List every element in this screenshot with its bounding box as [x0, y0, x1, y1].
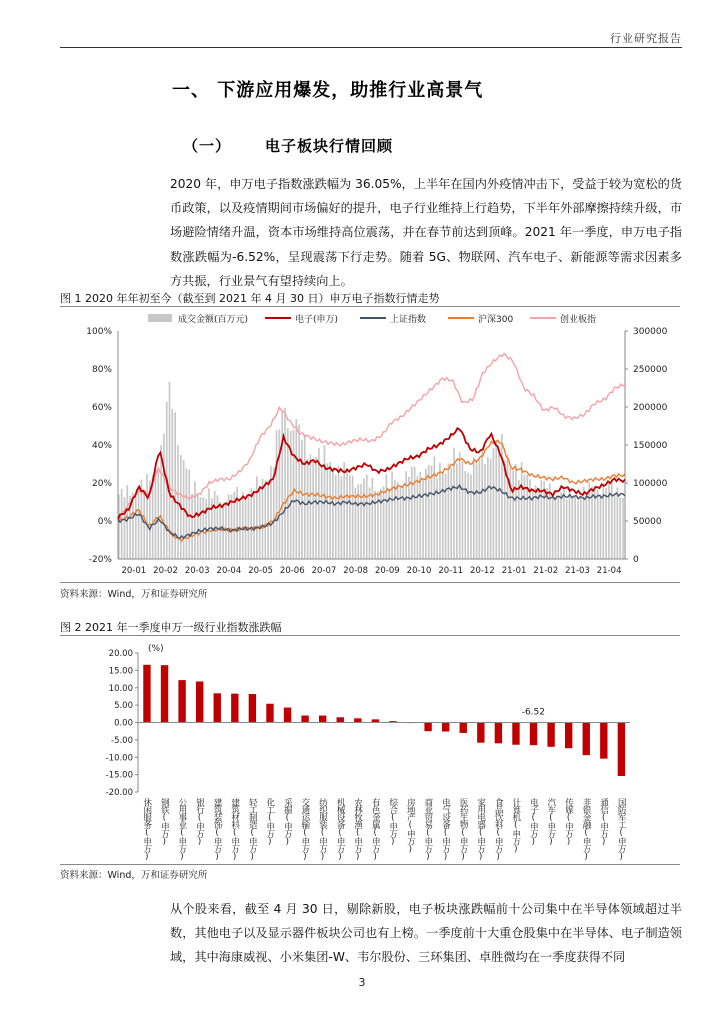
category-label: 房地产(申万): [405, 798, 416, 854]
volume-bar: [138, 491, 140, 559]
volume-bar: [259, 489, 261, 559]
volume-bar: [546, 488, 548, 559]
bar-annotation: -6.52: [521, 707, 546, 718]
volume-bar: [135, 495, 137, 559]
volume-bar: [219, 502, 221, 559]
volume-bar: [459, 452, 461, 559]
legend-swatch-volume: [148, 314, 172, 322]
figure1-title: 图 1 2020 年年初至今（截至到 2021 年 4 月 30 日）申万电子指数行情走势: [60, 292, 440, 305]
page-number: 3: [358, 976, 366, 989]
volume-bar: [498, 449, 500, 559]
volume-bar: [490, 459, 492, 559]
volume-bar: [197, 493, 199, 559]
volume-bar: [594, 490, 596, 559]
volume-bar: [307, 459, 309, 559]
volume-bar: [481, 450, 483, 559]
volume-bar: [495, 440, 497, 559]
y-tick-label: 20.00: [108, 649, 133, 659]
volume-bar: [425, 469, 427, 559]
stocks-paragraph: 从个股来看，截至 4 月 30 日，剔除新股，电子板块涨跌幅前十公司集中在半导体领域超过半数，其他电子以及显示器件板块公司也有上榜。一季度前十大重仓股集中在半导体、电子制造领域，其中海康威视、小米集团-W、韦尔股份、三环集团、卓胜微均在一季度获得不同: [170, 902, 682, 965]
volume-bar: [419, 472, 421, 559]
legend-label-hs300: 沪深300: [478, 315, 514, 325]
industry-bar: [231, 694, 238, 723]
volume-bar: [208, 488, 210, 559]
y-right-tick-label: 100000: [633, 479, 668, 489]
industry-bar: [547, 723, 554, 747]
industry-bar: [266, 704, 273, 723]
volume-bar: [155, 470, 157, 559]
volume-bar: [264, 481, 266, 559]
y-left-tick-label: 80%: [91, 365, 112, 375]
category-label: 建筑装饰(申万): [212, 798, 223, 861]
volume-bar: [605, 488, 607, 559]
industry-bar: [477, 723, 484, 743]
subsection-heading: [183, 135, 393, 156]
volume-bar: [617, 487, 619, 559]
volume-bar: [448, 464, 450, 559]
volume-bar: [157, 468, 159, 559]
volume-bar: [121, 489, 123, 559]
volume-bar: [284, 408, 286, 559]
volume-bar: [515, 464, 517, 559]
y-right-tick-label: 150000: [633, 441, 668, 451]
volume-bar: [242, 492, 244, 559]
figure2-source: 资料来源：Wind，万和证券研究所: [60, 870, 208, 881]
volume-bar: [225, 504, 227, 559]
category-label: 纺织服装(申万): [317, 798, 328, 861]
category-label: 综合(申万): [387, 798, 398, 846]
volume-bar: [456, 463, 458, 559]
category-label: 有色金属(申万): [370, 798, 381, 861]
y-tick-label: -5.00: [111, 735, 133, 746]
volume-bar: [369, 487, 371, 559]
volume-bar: [543, 481, 545, 559]
volume-bar: [507, 455, 509, 559]
y-tick-label: 0.00: [114, 718, 133, 729]
volume-bar: [397, 482, 399, 559]
volume-bar: [281, 411, 283, 559]
volume-bar: [352, 476, 354, 559]
volume-bar: [341, 476, 343, 559]
industry-bar: [530, 723, 537, 746]
industry-bar: [583, 723, 590, 756]
volume-bar: [464, 471, 466, 559]
figure2-top-rule: [60, 635, 680, 636]
volume-bar: [445, 473, 447, 559]
category-label: 电子(申万): [528, 798, 539, 846]
industry-bar: [565, 723, 572, 749]
y-left-tick-label: 40%: [91, 441, 112, 451]
x-tick-label: 20-09: [374, 566, 400, 576]
legend-label-electronics: 电子(申万): [295, 315, 339, 325]
volume-bar: [588, 482, 590, 559]
volume-bar: [366, 475, 368, 559]
volume-bar: [248, 494, 250, 559]
volume-bar: [214, 491, 216, 559]
volume-bar: [580, 498, 582, 559]
volume-bar: [124, 497, 126, 559]
industry-bar: [178, 680, 185, 722]
x-tick-label: 20-03: [184, 566, 210, 576]
category-label: 休闲服务(申万): [141, 798, 152, 861]
volume-bar: [231, 495, 233, 559]
volume-bar: [326, 463, 328, 559]
industry-bar: [301, 716, 308, 723]
volume-bar: [400, 486, 402, 559]
volume-bar: [571, 498, 573, 559]
volume-bar: [203, 497, 205, 559]
volume-bar: [329, 462, 331, 559]
industry-bar: [319, 716, 326, 723]
volume-bar: [391, 472, 393, 559]
y-unit-label: (%): [148, 644, 164, 654]
category-label: 计算机(申万): [510, 798, 521, 854]
volume-bar: [487, 457, 489, 559]
volume-bar: [163, 434, 165, 559]
volume-bar: [374, 491, 376, 559]
volume-bar: [380, 489, 382, 560]
category-label: 通信(申万): [598, 798, 609, 846]
industry-bar: [512, 723, 519, 745]
category-label: 化工(申万): [264, 798, 275, 846]
category-label: 采掘(申万): [282, 798, 293, 846]
volume-bar: [557, 495, 559, 559]
volume-bar: [383, 486, 385, 559]
report-type-header: 行业研究报告: [610, 32, 682, 45]
volume-bar: [619, 498, 621, 559]
industry-bar: [354, 718, 361, 722]
volume-bar: [510, 468, 512, 559]
category-label: 传媒(申万): [563, 798, 574, 846]
volume-bar: [431, 465, 433, 559]
volume-bar: [467, 473, 469, 559]
y-left-tick-label: 60%: [91, 403, 112, 413]
index-trend-chart: [60, 307, 682, 579]
volume-bar: [552, 497, 554, 559]
y-right-tick-label: 250000: [633, 365, 668, 375]
category-label: 轻工制造(申万): [247, 798, 258, 861]
volume-bar: [394, 480, 396, 559]
volume-bar: [217, 495, 219, 559]
volume-bar: [574, 497, 576, 559]
category-label: 食品饮料(申万): [493, 798, 504, 861]
volume-bar: [518, 480, 520, 559]
volume-bar: [414, 466, 416, 559]
x-tick-label: 20-01: [121, 566, 147, 576]
volume-bar: [470, 474, 472, 559]
category-label: 汽车(申万): [545, 798, 556, 846]
volume-bar: [476, 460, 478, 559]
volume-bar: [346, 469, 348, 559]
category-label: 农林牧渔(申万): [352, 798, 363, 861]
y-tick-label: 10.00: [108, 683, 133, 694]
volume-bar: [577, 501, 579, 559]
header-rule: [60, 47, 682, 48]
volume-bar: [310, 455, 312, 559]
x-tick-label: 20-05: [248, 566, 273, 576]
volume-bar: [479, 457, 481, 559]
industry-bar: [161, 665, 168, 722]
subsection-title: 电子板块行情回顾: [265, 137, 394, 155]
volume-bar: [191, 494, 193, 559]
x-tick-label: 20-12: [470, 566, 495, 576]
category-label: 机械设备(申万): [335, 798, 346, 861]
volume-bar: [273, 467, 275, 559]
y-left-tick-label: 20%: [91, 479, 112, 489]
volume-bar: [267, 480, 269, 559]
category-label: 交通运输(申万): [299, 798, 310, 861]
y-right-tick-label: 0: [633, 555, 639, 565]
volume-bar: [611, 481, 613, 559]
volume-bar: [408, 477, 410, 559]
subsection-number: （一）: [183, 137, 232, 155]
x-tick-label: 20-04: [216, 566, 242, 576]
legend-label-cyb: 创业板指: [560, 315, 597, 325]
volume-bar: [422, 479, 424, 559]
volume-bar: [321, 465, 323, 559]
industry-change-bar-chart: [60, 637, 682, 862]
x-tick-label: 21-03: [565, 566, 590, 576]
volume-bar: [301, 440, 303, 559]
category-label: 公用事业(申万): [176, 798, 187, 861]
industry-bar: [143, 665, 150, 723]
industry-bar: [337, 717, 344, 722]
volume-bar: [493, 448, 495, 559]
volume-bar: [549, 483, 551, 559]
volume-bar: [450, 468, 452, 559]
volume-bar: [417, 476, 419, 559]
y-right-tick-label: 300000: [633, 327, 668, 337]
y-left-tick-label: 0%: [97, 517, 112, 527]
y-tick-label: -10.00: [105, 753, 133, 764]
volume-bar: [295, 419, 297, 559]
industry-bar: [460, 723, 467, 733]
volume-bar: [436, 478, 438, 559]
volume-bar: [363, 479, 365, 559]
volume-bar: [372, 478, 374, 559]
volume-bar: [586, 495, 588, 559]
volume-bar: [439, 463, 441, 559]
x-tick-label: 21-04: [596, 566, 622, 576]
volume-bar: [343, 462, 345, 559]
industry-bar: [196, 681, 203, 722]
volume-bar: [276, 430, 278, 559]
category-label: 电气设备(申万): [440, 798, 451, 861]
volume-bar: [614, 494, 616, 559]
industry-bar: [284, 708, 291, 723]
figure1-source: 资料来源：Wind，万和证券研究所: [60, 589, 208, 600]
volume-bar: [563, 487, 565, 559]
category-label: 商业贸易(申万): [422, 798, 433, 861]
y-tick-label: 15.00: [108, 666, 133, 677]
figure2-title: 图 2 2021 年一季度申万一级行业指数涨跌幅: [60, 621, 282, 634]
industry-bar: [495, 723, 502, 744]
volume-bar: [335, 475, 337, 559]
volume-bar: [386, 474, 388, 559]
category-label: 非银金融(申万): [581, 798, 592, 861]
y-left-tick-label: -20%: [88, 555, 112, 565]
x-tick-label: 20-08: [343, 566, 369, 576]
legend-label-volume: 成交金额(百万元): [178, 315, 249, 325]
volume-bar: [194, 482, 196, 559]
volume-bar: [256, 476, 258, 559]
x-tick-label: 20-07: [311, 566, 337, 576]
volume-bar: [512, 471, 514, 559]
section-heading: 一、 下游应用爆发，助推行业高景气: [172, 80, 484, 101]
category-label: 银行(申万): [194, 798, 205, 846]
industry-bar: [424, 723, 431, 732]
intro-paragraph: 2020 年，申万电子指数涨跌幅为 36.05%，上半年在国内外疫情冲击下，受益于较为宽松的货币政策，以及疫情期间市场偏好的提升，电子行业维持上行趋势，下半年外部摩擦持续升级，市场避险情绪升温，资本市场维持高位震荡，并在春节前达到顶峰。2021 年一季度，申万电子指数涨跌幅为-6.52%，呈现震荡下行走势。随着 5G、物联网、汽车电子、新能源等需求因素多方共振，行业景气有望持续向上。: [170, 177, 682, 288]
volume-bar: [433, 456, 435, 559]
y-tick-label: -15.00: [105, 770, 133, 781]
volume-bar: [597, 490, 599, 559]
x-tick-label: 20-11: [438, 566, 464, 576]
volume-bar: [462, 461, 464, 559]
volume-bar: [253, 490, 255, 559]
volume-bar: [315, 457, 317, 559]
volume-bar: [250, 488, 252, 559]
volume-bar: [600, 494, 602, 559]
industry-bar: [442, 723, 449, 732]
volume-bar: [501, 434, 503, 559]
y-right-tick-label: 50000: [633, 517, 662, 527]
volume-bar: [411, 467, 413, 559]
volume-bar: [569, 487, 571, 559]
volume-bar: [312, 462, 314, 559]
volume-bar: [146, 474, 148, 559]
volume-bar: [560, 492, 562, 559]
volume-bar: [262, 479, 264, 559]
volume-bar: [473, 457, 475, 559]
category-label: 家用电器(申万): [475, 798, 486, 861]
industry-bar: [618, 723, 625, 777]
category-label: 钢铁(申万): [159, 798, 170, 846]
volume-bar: [555, 497, 557, 559]
x-tick-label: 20-10: [406, 566, 432, 576]
x-tick-label: 20-02: [153, 566, 178, 576]
volume-bar: [442, 472, 444, 559]
industry-bar: [249, 694, 256, 722]
volume-bar: [521, 462, 523, 559]
volume-bar: [293, 430, 295, 559]
y-tick-label: -20.00: [105, 788, 133, 798]
figure1-bottom-rule: [60, 582, 680, 583]
industry-bar: [600, 723, 607, 759]
volume-bar: [622, 498, 624, 559]
category-label: 建筑材料(申万): [229, 798, 240, 861]
volume-bar: [402, 485, 404, 559]
y-left-tick-label: 100%: [86, 327, 112, 337]
volume-bar: [200, 497, 202, 559]
volume-bar: [287, 428, 289, 559]
volume-bar: [484, 464, 486, 559]
volume-bar: [349, 475, 351, 559]
figure2-bottom-rule: [60, 864, 680, 865]
x-tick-label: 21-01: [501, 566, 527, 576]
volume-bar: [188, 470, 190, 559]
volume-bar: [428, 465, 430, 559]
y-tick-label: 5.00: [114, 701, 133, 712]
volume-bar: [338, 466, 340, 559]
volume-bar: [222, 503, 224, 559]
y-right-tick-label: 200000: [633, 403, 668, 413]
x-tick-label: 20-06: [279, 566, 305, 576]
legend-label-sh: 上证指数: [390, 315, 427, 325]
category-label: 医药生物(申万): [458, 798, 469, 861]
volume-bar: [566, 499, 568, 559]
x-tick-label: 21-02: [533, 566, 559, 576]
volume-bar: [332, 470, 334, 559]
category-label: 国防军工(申万): [616, 798, 627, 861]
volume-bar: [143, 491, 145, 559]
volume-bar: [304, 434, 306, 559]
industry-bar: [214, 693, 221, 722]
volume-bar: [360, 484, 362, 559]
